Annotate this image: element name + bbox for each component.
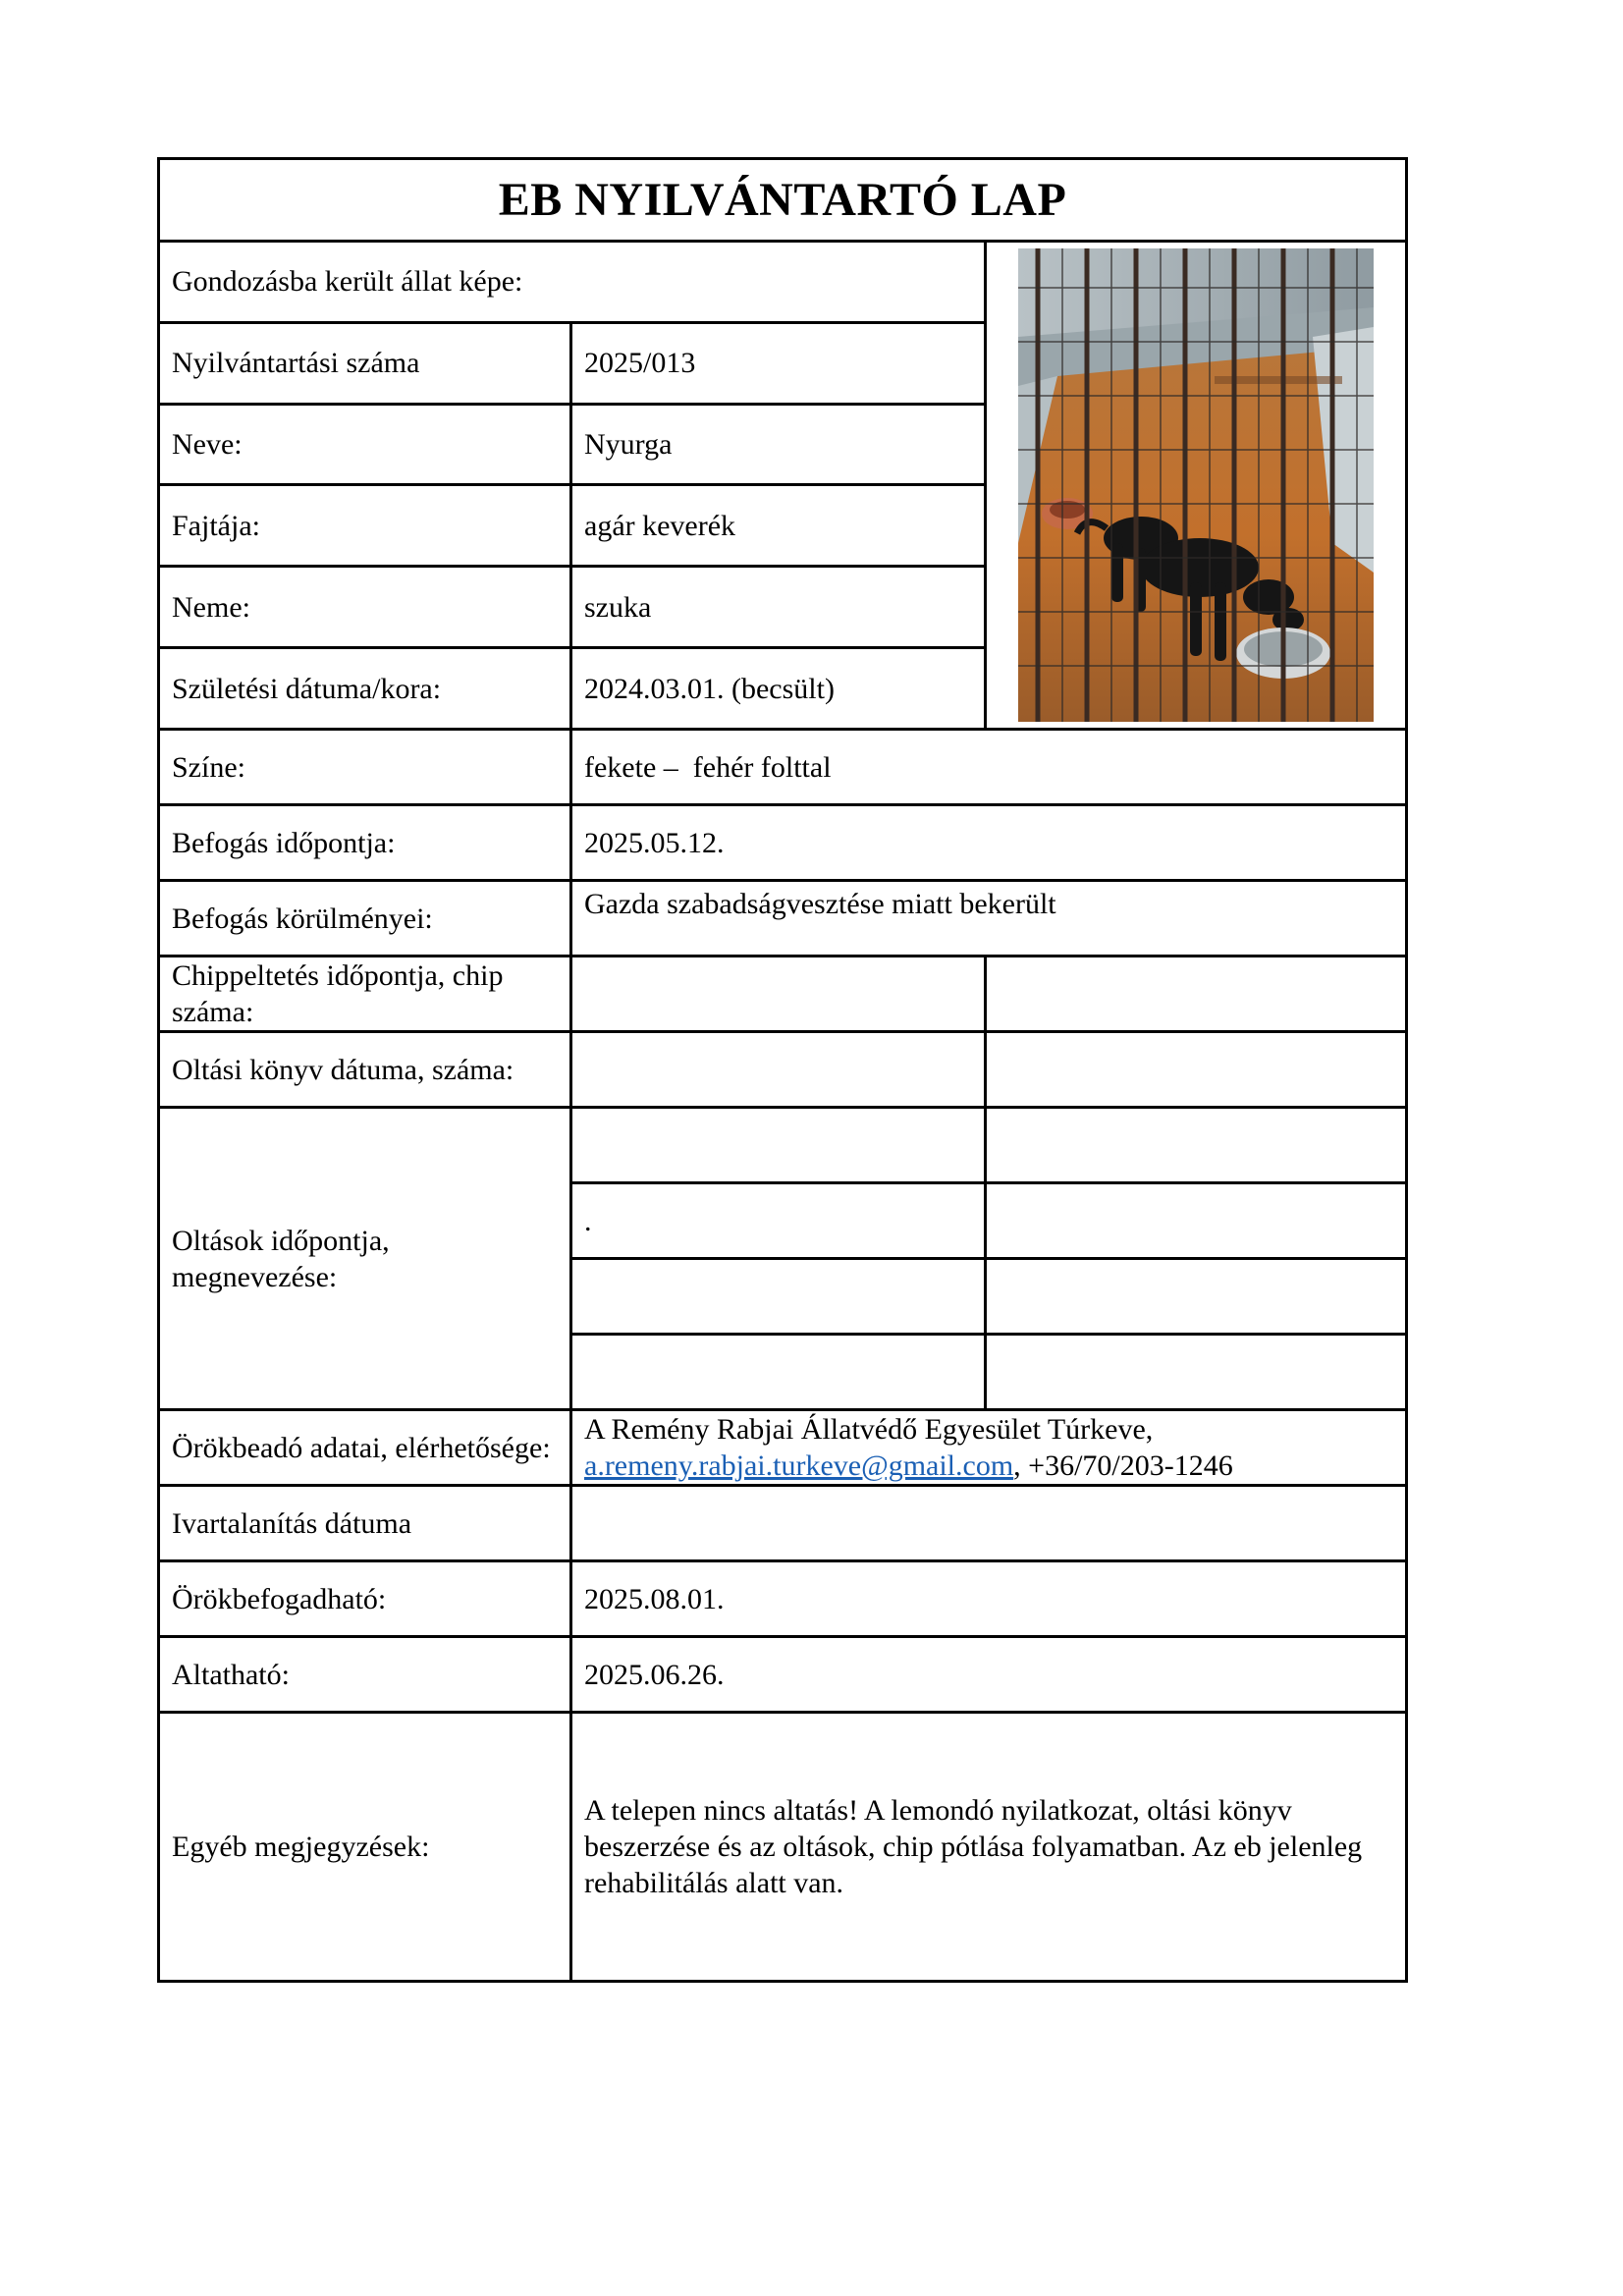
capture-date-label: Befogás időpontja: bbox=[159, 805, 571, 881]
adoptable-label: Örökbefogadható: bbox=[159, 1561, 571, 1637]
notes-label: Egyéb megjegyzések: bbox=[159, 1713, 571, 1982]
neuter-date-value bbox=[571, 1486, 1407, 1561]
chip-date-cell bbox=[571, 957, 986, 1032]
vaccination-name-cell bbox=[986, 1335, 1407, 1410]
vaccination-book-label: Oltási könyv dátuma, száma: bbox=[159, 1032, 571, 1108]
adopter-org: A Remény Rabjai Állatvédő Egyesület Túrkeve, bbox=[584, 1413, 1154, 1446]
adopter-phone: , +36/70/203-1246 bbox=[1013, 1449, 1233, 1482]
vaccination-date-cell bbox=[571, 1335, 986, 1410]
euthanasia-label: Altatható: bbox=[159, 1637, 571, 1713]
vaccination-date-cell bbox=[571, 1259, 986, 1335]
vaccination-book-number-cell bbox=[986, 1032, 1407, 1108]
color-value: fekete – fehér folttal bbox=[571, 730, 1407, 805]
neuter-date-label: Ivartalanítás dátuma bbox=[159, 1486, 571, 1561]
sex-value: szuka bbox=[571, 567, 986, 648]
vaccinations-label: Oltások időpontja, megnevezése: bbox=[159, 1108, 571, 1410]
euthanasia-value: 2025.06.26. bbox=[571, 1637, 1407, 1713]
vaccination-name-cell bbox=[986, 1183, 1407, 1259]
adopter-email-link[interactable]: a.remeny.rabjai.turkeve@gmail.com bbox=[584, 1449, 1014, 1482]
notes-value: A telepen nincs altatás! A lemondó nyilatkozat, oltási könyv beszerzése és az oltások, chip pótlása folyamatban. Az eb jelenleg rehabilitálás alatt van. bbox=[571, 1713, 1407, 1982]
adoptable-value: 2025.08.01. bbox=[571, 1561, 1407, 1637]
birth-date-label: Születési dátuma/kora: bbox=[159, 648, 571, 730]
vaccination-name-cell bbox=[986, 1259, 1407, 1335]
vaccination-book-date-cell bbox=[571, 1032, 986, 1108]
photo-cell bbox=[986, 242, 1407, 730]
name-label: Neve: bbox=[159, 404, 571, 485]
dog-registration-form bbox=[157, 157, 1408, 1983]
chip-number-cell bbox=[986, 957, 1407, 1032]
chip-label: Chippeltetés időpontja, chip száma: bbox=[159, 957, 571, 1032]
name-value: Nyurga bbox=[571, 404, 986, 485]
breed-value: agár keverék bbox=[571, 485, 986, 567]
adopter-label: Örökbeadó adatai, elérhetősége: bbox=[159, 1410, 571, 1486]
reg-number-label: Nyilvántartási száma bbox=[159, 322, 571, 404]
vaccination-name-cell bbox=[986, 1108, 1407, 1183]
birth-date-value: 2024.03.01. (becsült) bbox=[571, 648, 986, 730]
photo-label: Gondozásba került állat képe: bbox=[159, 242, 986, 323]
breed-label: Fajtája: bbox=[159, 485, 571, 567]
form-title: EB NYILVÁNTARTÓ LAP bbox=[159, 159, 1407, 242]
dog-in-kennel-photo bbox=[1018, 248, 1374, 722]
capture-date-value: 2025.05.12. bbox=[571, 805, 1407, 881]
adopter-value bbox=[571, 1410, 1407, 1486]
color-label: Színe: bbox=[159, 730, 571, 805]
sex-label: Neme: bbox=[159, 567, 571, 648]
capture-circumstances-value: Gazda szabadságvesztése miatt bekerült bbox=[571, 881, 1407, 957]
vaccination-date-cell bbox=[571, 1108, 986, 1183]
reg-number-value: 2025/013 bbox=[571, 322, 986, 404]
vaccination-date-cell: . bbox=[571, 1183, 986, 1259]
capture-circumstances-label: Befogás körülményei: bbox=[159, 881, 571, 957]
